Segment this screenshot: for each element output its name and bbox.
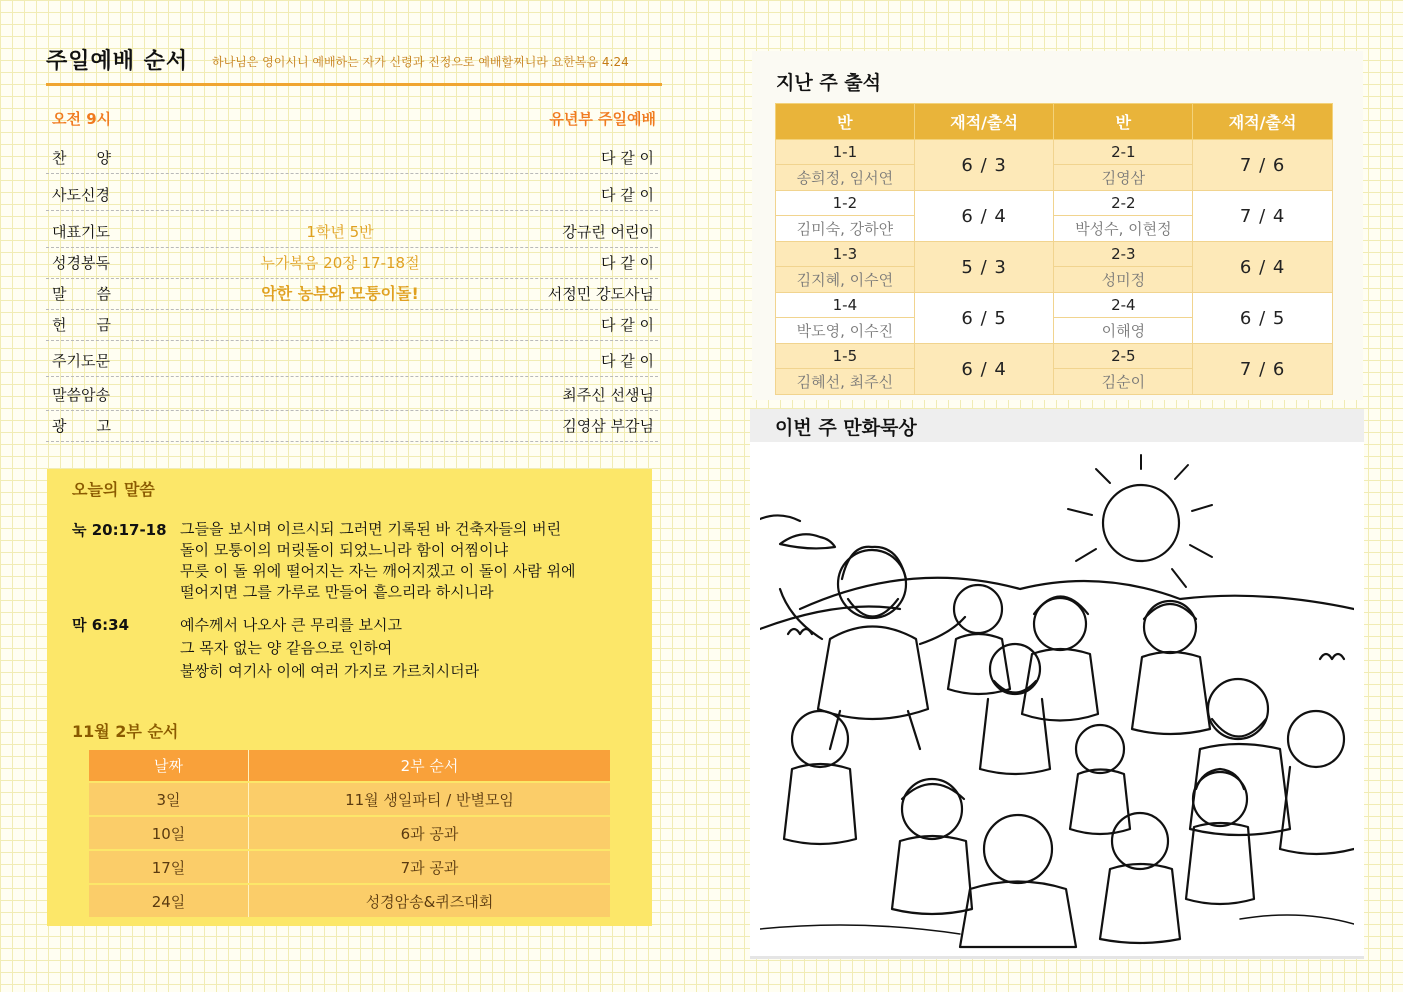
- order-item: 성경봉독: [52, 254, 110, 272]
- teacher-names: 김지혜, 이수연: [776, 267, 915, 293]
- teacher-names: 송희정, 임서연: [776, 165, 915, 191]
- order-row: [46, 142, 658, 174]
- order-row: [46, 216, 658, 248]
- attendance-count: 6 / 5: [1193, 293, 1333, 344]
- order-row: [46, 179, 658, 211]
- order-leader: 다 같 이: [600, 254, 654, 272]
- order-item: 말 씀: [52, 285, 111, 303]
- order-item: 말씀암송: [52, 386, 110, 404]
- order-item: 주기도문: [52, 352, 110, 370]
- todays-word-title: 오늘의 말씀: [72, 480, 155, 499]
- schedule-program: 11월 생일파티 / 반별모임: [249, 782, 611, 816]
- order-detail: 1학년 5반: [306, 223, 374, 241]
- schedule-header-program: 2부 순서: [249, 750, 611, 782]
- order-row: [46, 309, 658, 341]
- attendance-count: 6 / 5: [914, 293, 1054, 344]
- teacher-names: 김순이: [1054, 369, 1193, 395]
- class-name: 1-3: [776, 242, 915, 267]
- worship-title: 주일예배 순서: [46, 49, 189, 74]
- order-row: [46, 278, 658, 310]
- teacher-names: 박도영, 이수진: [776, 318, 915, 344]
- teacher-names: 김영삼: [1054, 165, 1193, 191]
- attendance-count: 6 / 4: [914, 344, 1054, 395]
- passage-line: 예수께서 나오사 큰 무리를 보시고: [180, 616, 402, 634]
- attendance-count: 6 / 4: [1193, 242, 1333, 293]
- class-name: 1-1: [776, 140, 915, 165]
- attendance-count: 5 / 3: [914, 242, 1054, 293]
- attendance-panel: [752, 51, 1363, 400]
- passage-line: 무릇 이 돌 위에 떨어지는 자는 깨어지겠고 이 돌이 사람 위에: [180, 562, 576, 580]
- order-row: [46, 410, 658, 442]
- order-detail: 누가복음 20장 17-18절: [260, 254, 420, 272]
- title-divider: [46, 83, 662, 86]
- passage-line: 떨어지면 그를 가루로 만들어 흩으리라 하시니라: [180, 583, 494, 601]
- schedule-table: [89, 750, 610, 917]
- passage-ref: 막 6:34: [72, 616, 130, 634]
- cartoon-header: [750, 409, 1364, 442]
- order-row: [46, 247, 658, 279]
- order-item: 찬 양: [52, 149, 111, 167]
- order-leader: 서정민 강도사님: [547, 285, 654, 303]
- order-row: [46, 379, 658, 411]
- schedule-title: 11월 2부 순서: [72, 722, 179, 741]
- order-leader: 김영삼 부감님: [562, 417, 654, 435]
- teacher-names: 김미숙, 강하얀: [776, 216, 915, 242]
- passage-line: 돌이 모퉁이의 머릿돌이 되었느니라 함이 어찜이냐: [180, 541, 509, 559]
- teacher-names: 성미정: [1054, 267, 1193, 293]
- order-leader: 다 같 이: [600, 316, 654, 334]
- cartoon-panel: [750, 409, 1364, 959]
- attendance-header-class: 반: [776, 104, 915, 140]
- attendance-count: 6 / 3: [914, 140, 1054, 191]
- jesus-teaching-crowd-illustration: [760, 449, 1354, 949]
- passage-text: [180, 614, 650, 683]
- class-name: 2-2: [1054, 191, 1193, 216]
- order-item: 대표기도: [52, 223, 110, 241]
- passage-line: 그 목자 없는 양 같음으로 인하여: [180, 639, 393, 657]
- schedule-row: [89, 816, 610, 850]
- attendance-row: [776, 140, 1333, 165]
- order-leader: 다 같 이: [600, 186, 654, 204]
- attendance-row: [776, 293, 1333, 318]
- order-row: [46, 345, 658, 377]
- order-leader: 강규린 어린이: [562, 223, 654, 241]
- attendance-count: 7 / 6: [1193, 344, 1333, 395]
- attendance-row: [776, 242, 1333, 267]
- cartoon-bottom-border: [750, 956, 1364, 959]
- order-leader: 다 같 이: [600, 149, 654, 167]
- service-time: 오전 9시: [52, 110, 112, 128]
- order-item: 사도신경: [52, 186, 110, 204]
- schedule-program: 6과 공과: [249, 816, 611, 850]
- order-item: 광 고: [52, 417, 111, 435]
- attendance-row: [776, 344, 1333, 369]
- attendance-count: 7 / 6: [1193, 140, 1333, 191]
- class-name: 2-5: [1054, 344, 1193, 369]
- class-name: 2-3: [1054, 242, 1193, 267]
- teacher-names: 박성수, 이현정: [1054, 216, 1193, 242]
- passage-line: 그들을 보시며 이르시되 그러면 기록된 바 건축자들의 버린: [180, 520, 562, 538]
- schedule-date: 3일: [89, 782, 249, 816]
- order-leader: 다 같 이: [600, 352, 654, 370]
- schedule-date: 24일: [89, 884, 249, 917]
- schedule-row: [89, 850, 610, 884]
- todays-word-box: [47, 469, 652, 926]
- passage-text: [180, 519, 650, 603]
- schedule-row: [89, 884, 610, 917]
- teacher-names: 김혜선, 최주신: [776, 369, 915, 395]
- passage-line: 불쌍히 여기사 이에 여러 가지로 가르치시더라: [180, 662, 480, 680]
- attendance-header-count: 재적/출석: [1193, 104, 1333, 140]
- schedule-date: 10일: [89, 816, 249, 850]
- worship-verse: 하나님은 영이시니 예배하는 자가 신령과 진정으로 예배할찌니라 요한복음 4:24: [212, 55, 629, 69]
- schedule-date: 17일: [89, 850, 249, 884]
- class-name: 1-2: [776, 191, 915, 216]
- passage-ref: 눅 20:17-18: [72, 521, 167, 539]
- order-leader: 최주신 선생님: [562, 386, 654, 404]
- attendance-header-count: 재적/출석: [914, 104, 1054, 140]
- attendance-count: 6 / 4: [914, 191, 1054, 242]
- schedule-program: 7과 공과: [249, 850, 611, 884]
- class-name: 2-4: [1054, 293, 1193, 318]
- order-detail: 악한 농부와 모퉁이돌!: [261, 284, 419, 303]
- attendance-title: 지난 주 출석: [776, 72, 881, 94]
- schedule-row: [89, 782, 610, 816]
- class-name: 1-4: [776, 293, 915, 318]
- order-item: 헌 금: [52, 316, 111, 334]
- teacher-names: 이해영: [1054, 318, 1193, 344]
- attendance-table: [775, 103, 1333, 395]
- cartoon-title: 이번 주 만화묵상: [775, 417, 917, 439]
- attendance-count: 7 / 4: [1193, 191, 1333, 242]
- attendance-row: [776, 191, 1333, 216]
- service-department: 유년부 주일예배: [549, 110, 656, 128]
- schedule-program: 성경암송&퀴즈대회: [249, 884, 611, 917]
- class-name: 2-1: [1054, 140, 1193, 165]
- schedule-header-date: 날짜: [89, 750, 249, 782]
- attendance-header-class: 반: [1054, 104, 1193, 140]
- class-name: 1-5: [776, 344, 915, 369]
